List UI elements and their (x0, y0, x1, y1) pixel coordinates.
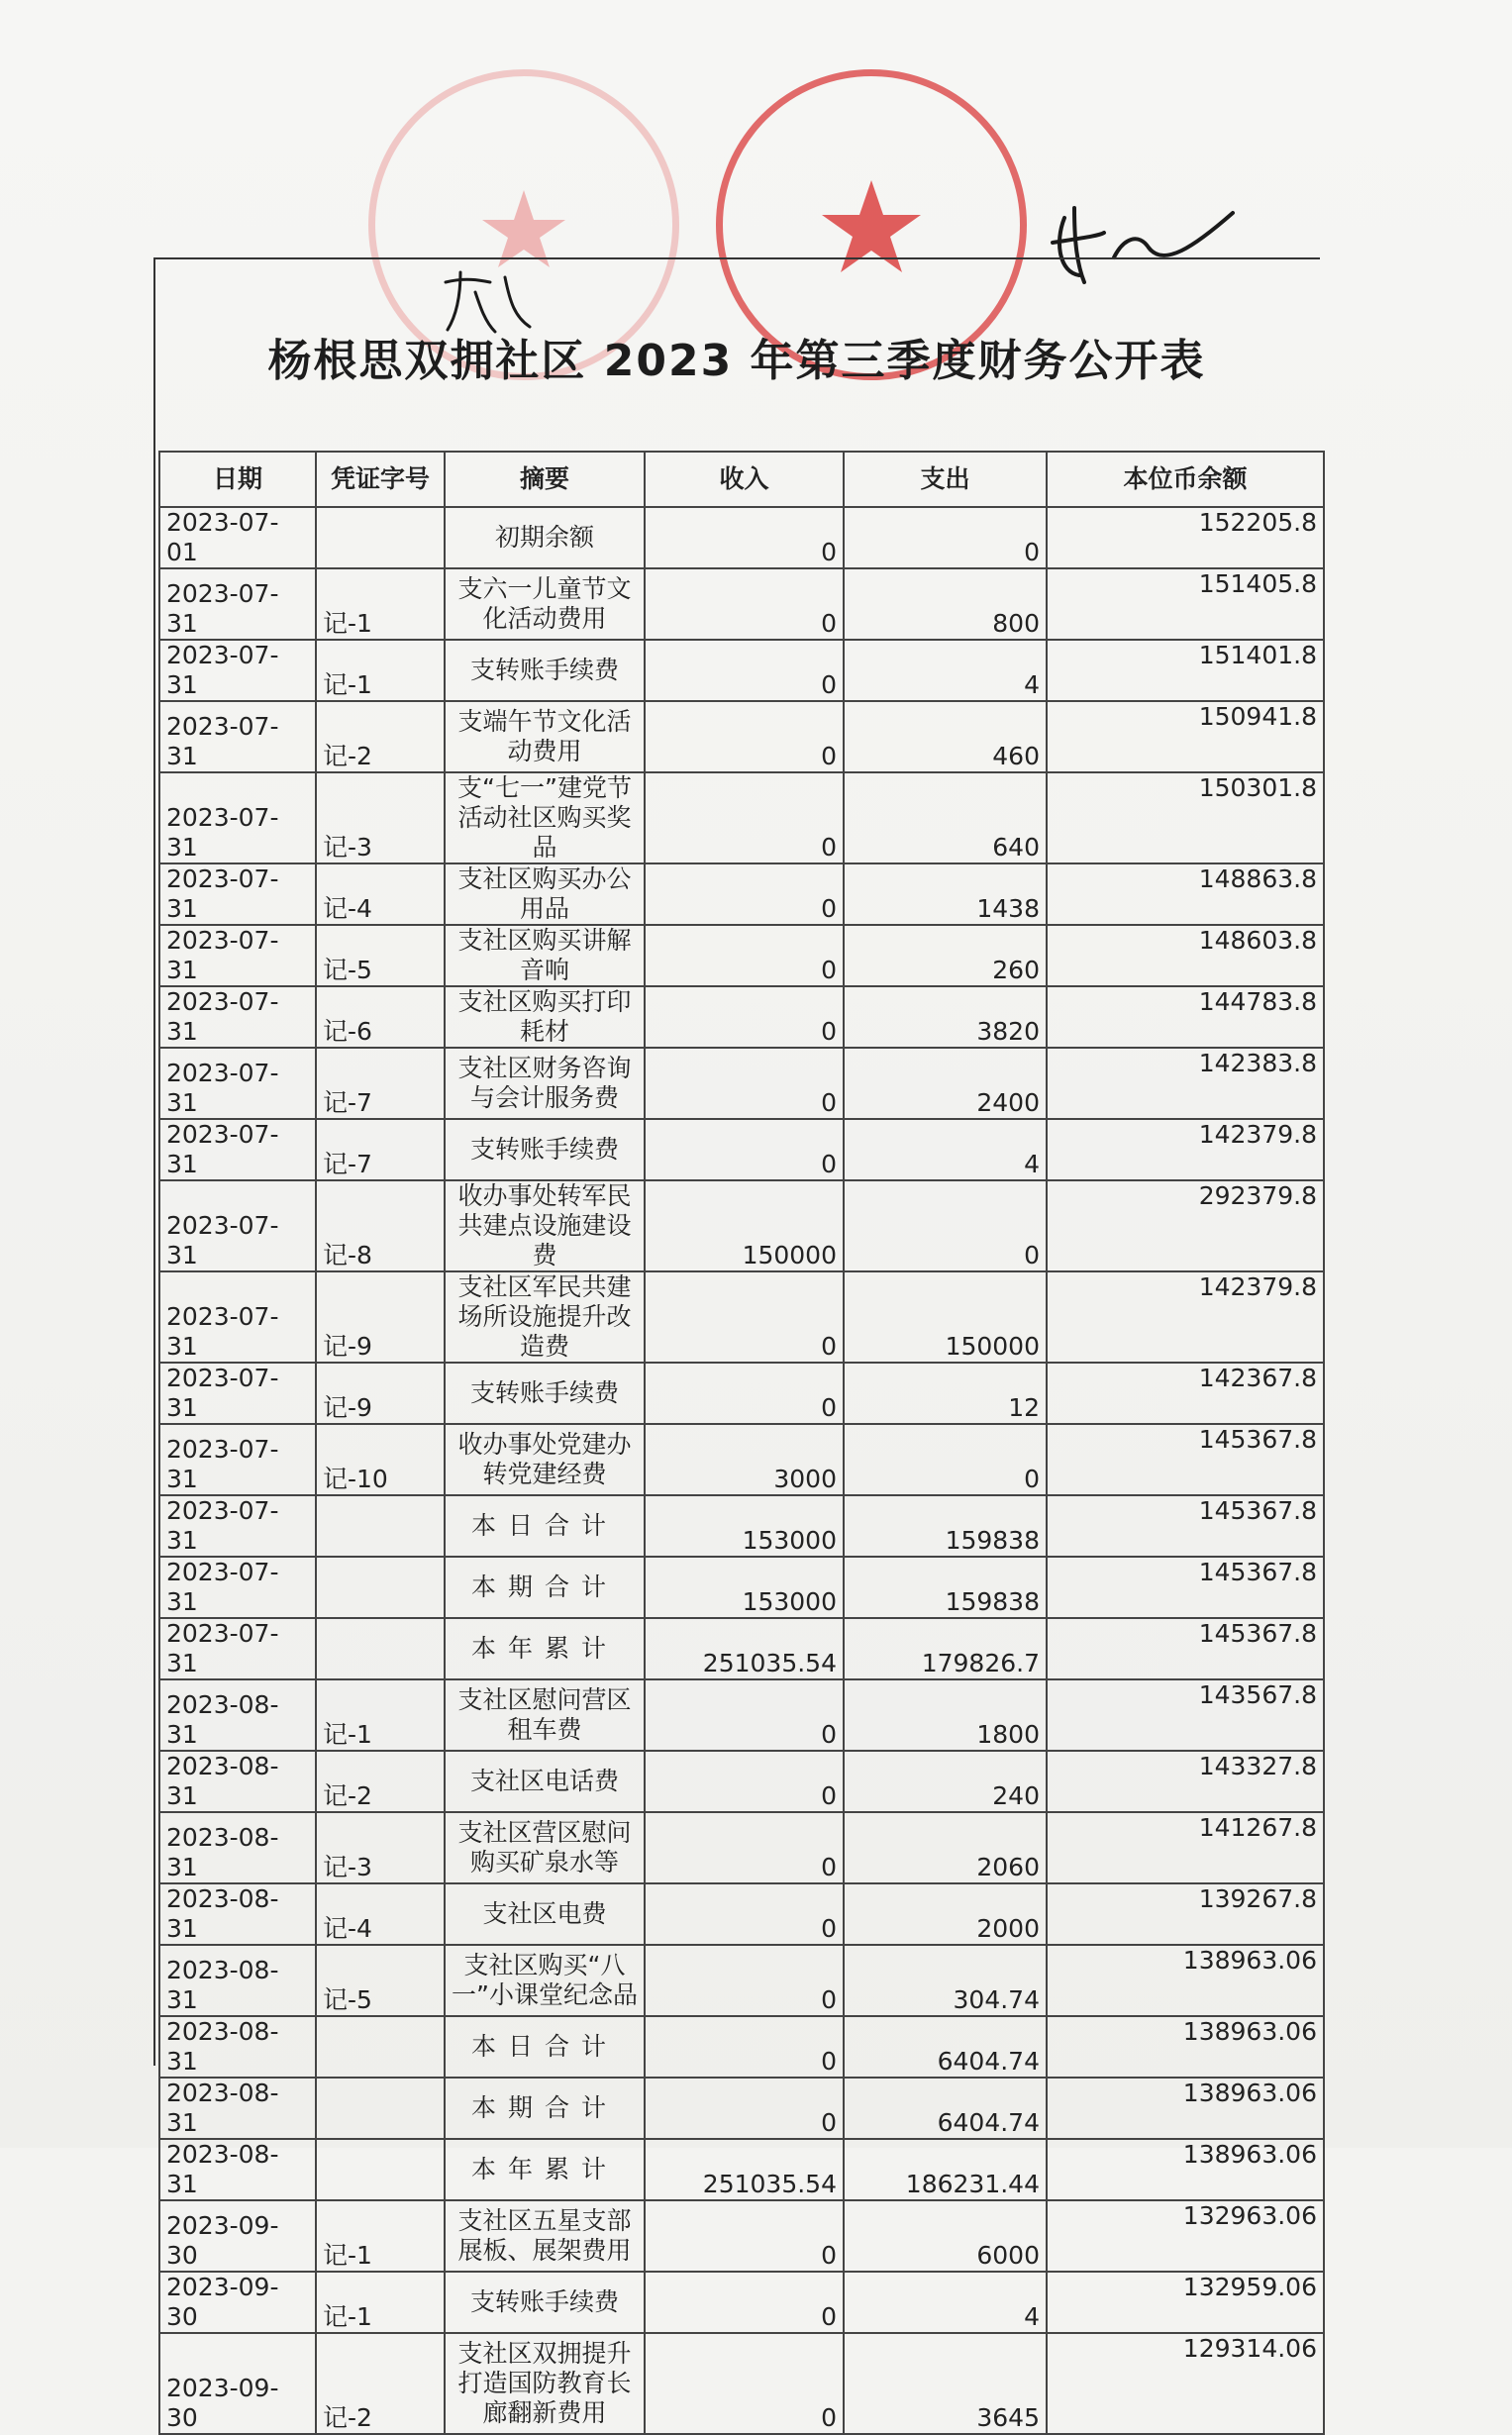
cell-expense: 0 (844, 1424, 1047, 1495)
cell-date: 2023-07-31 (159, 925, 316, 986)
header-voucher: 凭证字号 (316, 452, 445, 507)
cell-income: 0 (645, 2016, 844, 2078)
table-row (159, 1180, 1324, 1271)
cell-balance: 144783.8 (1047, 986, 1324, 1048)
table-row (159, 1495, 1324, 1557)
cell-balance: 143327.8 (1047, 1751, 1324, 1812)
table-row (159, 1363, 1324, 1424)
cell-income: 0 (645, 772, 844, 863)
cell-expense: 159838 (844, 1557, 1047, 1618)
cell-summary: 初期余额 (445, 507, 645, 568)
cell-income: 0 (645, 863, 844, 925)
cell-date: 2023-09-30 (159, 2200, 316, 2272)
cell-summary: 支“七一”建党节活动社区购买奖品 (445, 772, 645, 863)
cell-voucher: 记-1 (316, 640, 445, 701)
cell-income: 0 (645, 2078, 844, 2139)
cell-balance: 151401.8 (1047, 640, 1324, 701)
cell-date: 2023-07-31 (159, 640, 316, 701)
cell-date: 2023-09-30 (159, 2272, 316, 2333)
table-row (159, 2078, 1324, 2139)
table-row (159, 1945, 1324, 2016)
cell-income: 0 (645, 1119, 844, 1180)
table-row (159, 1618, 1324, 1679)
cell-balance: 138963.06 (1047, 1945, 1324, 2016)
cell-voucher (316, 2016, 445, 2078)
cell-summary: 支社区购买办公用品 (445, 863, 645, 925)
cell-expense: 2400 (844, 1048, 1047, 1119)
cell-expense: 12 (844, 1363, 1047, 1424)
cell-date: 2023-07-31 (159, 1048, 316, 1119)
cell-summary: 支社区购买打印耗材 (445, 986, 645, 1048)
cell-income: 0 (645, 2333, 844, 2434)
table-row (159, 1883, 1324, 1945)
cell-voucher (316, 2078, 445, 2139)
table-row (159, 507, 1324, 568)
cell-income: 0 (645, 2200, 844, 2272)
cell-voucher: 记-1 (316, 2200, 445, 2272)
cell-income: 0 (645, 1883, 844, 1945)
cell-expense: 260 (844, 925, 1047, 986)
table-row (159, 1679, 1324, 1751)
table-row (159, 2333, 1324, 2434)
cell-date: 2023-07-31 (159, 1119, 316, 1180)
cell-date: 2023-07-31 (159, 701, 316, 772)
cell-summary: 支社区财务咨询与会计服务费 (445, 1048, 645, 1119)
cell-voucher (316, 2139, 445, 2200)
cell-income: 251035.54 (645, 2139, 844, 2200)
cell-date: 2023-07-31 (159, 568, 316, 640)
cell-voucher: 记-3 (316, 772, 445, 863)
cell-summary: 支转账手续费 (445, 640, 645, 701)
cell-balance: 138963.06 (1047, 2016, 1324, 2078)
table-row (159, 2016, 1324, 2078)
cell-voucher: 记-6 (316, 986, 445, 1048)
cell-summary: 支社区购买“八一”小课堂纪念品 (445, 1945, 645, 2016)
cell-voucher: 记-1 (316, 568, 445, 640)
cell-summary: 支六一儿童节文化活动费用 (445, 568, 645, 640)
cell-date: 2023-08-31 (159, 1751, 316, 1812)
cell-voucher: 记-4 (316, 863, 445, 925)
cell-balance: 132959.06 (1047, 2272, 1324, 2333)
cell-balance: 150301.8 (1047, 772, 1324, 863)
cell-summary: 支社区双拥提升打造国防教育长廊翻新费用 (445, 2333, 645, 2434)
cell-income: 0 (645, 1271, 844, 1363)
cell-summary: 收办事处党建办转党建经费 (445, 1424, 645, 1495)
table-row (159, 1424, 1324, 1495)
cell-income: 0 (645, 1751, 844, 1812)
cell-expense: 800 (844, 568, 1047, 640)
cell-income: 0 (645, 507, 844, 568)
cell-balance: 145367.8 (1047, 1557, 1324, 1618)
cell-income: 0 (645, 986, 844, 1048)
table-row (159, 1271, 1324, 1363)
cell-voucher: 记-1 (316, 2272, 445, 2333)
cell-income: 0 (645, 640, 844, 701)
table-row (159, 772, 1324, 863)
page-title: 杨根思双拥社区 2023 年第三季度财务公开表 (267, 336, 1206, 386)
cell-date: 2023-09-30 (159, 2333, 316, 2434)
cell-voucher (316, 1495, 445, 1557)
cell-balance: 129314.06 (1047, 2333, 1324, 2434)
cell-expense: 460 (844, 701, 1047, 772)
cell-expense: 4 (844, 2272, 1047, 2333)
cell-summary: 支社区慰问营区租车费 (445, 1679, 645, 1751)
cell-date: 2023-08-31 (159, 1883, 316, 1945)
cell-expense: 6404.74 (844, 2016, 1047, 2078)
table-body (159, 507, 1324, 2434)
cell-balance: 141267.8 (1047, 1812, 1324, 1883)
cell-balance: 145367.8 (1047, 1424, 1324, 1495)
cell-income: 0 (645, 1363, 844, 1424)
cell-voucher: 记-2 (316, 2333, 445, 2434)
header-income: 收入 (645, 452, 844, 507)
cell-voucher: 记-2 (316, 701, 445, 772)
cell-voucher: 记-5 (316, 1945, 445, 2016)
cell-income: 150000 (645, 1180, 844, 1271)
cell-expense: 4 (844, 640, 1047, 701)
cell-income: 0 (645, 568, 844, 640)
cell-summary: 支转账手续费 (445, 1119, 645, 1180)
cell-balance: 142383.8 (1047, 1048, 1324, 1119)
cell-summary: 支社区电话费 (445, 1751, 645, 1812)
cell-date: 2023-07-31 (159, 986, 316, 1048)
cell-summary: 支转账手续费 (445, 2272, 645, 2333)
cell-balance: 145367.8 (1047, 1618, 1324, 1679)
cell-balance: 143567.8 (1047, 1679, 1324, 1751)
cell-date: 2023-07-31 (159, 1424, 316, 1495)
cell-summary: 收办事处转军民共建点设施建设费 (445, 1180, 645, 1271)
cell-expense: 6404.74 (844, 2078, 1047, 2139)
cell-balance: 138963.06 (1047, 2139, 1324, 2200)
cell-voucher: 记-9 (316, 1271, 445, 1363)
cell-income: 3000 (645, 1424, 844, 1495)
cell-date: 2023-07-31 (159, 1557, 316, 1618)
cell-expense: 4 (844, 1119, 1047, 1180)
table-row (159, 1557, 1324, 1618)
cell-date: 2023-07-31 (159, 1495, 316, 1557)
cell-summary: 支社区电费 (445, 1883, 645, 1945)
cell-balance: 150941.8 (1047, 701, 1324, 772)
table-row (159, 568, 1324, 640)
cell-date: 2023-08-31 (159, 1679, 316, 1751)
cell-date: 2023-07-31 (159, 1180, 316, 1271)
cell-summary: 本年累计 (445, 1618, 645, 1679)
cell-income: 0 (645, 1812, 844, 1883)
header-summary: 摘要 (445, 452, 645, 507)
cell-expense: 2000 (844, 1883, 1047, 1945)
cell-expense: 304.74 (844, 1945, 1047, 2016)
cell-date: 2023-07-31 (159, 1363, 316, 1424)
cell-date: 2023-08-31 (159, 2016, 316, 2078)
cell-balance: 148863.8 (1047, 863, 1324, 925)
cell-balance: 142367.8 (1047, 1363, 1324, 1424)
cell-expense: 240 (844, 1751, 1047, 1812)
cell-expense: 3645 (844, 2333, 1047, 2434)
cell-date: 2023-08-31 (159, 2078, 316, 2139)
table-row (159, 640, 1324, 701)
cell-summary: 支社区军民共建场所设施提升改造费 (445, 1271, 645, 1363)
cell-summary: 支社区营区慰问购买矿泉水等 (445, 1812, 645, 1883)
cell-expense: 6000 (844, 2200, 1047, 2272)
cell-balance: 145367.8 (1047, 1495, 1324, 1557)
table-row (159, 863, 1324, 925)
cell-summary: 本期合计 (445, 2078, 645, 2139)
cell-income: 0 (645, 2272, 844, 2333)
cell-expense: 150000 (844, 1271, 1047, 1363)
cell-balance: 139267.8 (1047, 1883, 1324, 1945)
table-row (159, 2200, 1324, 2272)
table-row (159, 1119, 1324, 1180)
table-row (159, 986, 1324, 1048)
cell-voucher: 记-5 (316, 925, 445, 986)
cell-summary: 本日合计 (445, 2016, 645, 2078)
table-row (159, 2139, 1324, 2200)
cell-income: 0 (645, 925, 844, 986)
cell-summary: 支端午节文化活动费用 (445, 701, 645, 772)
cell-voucher (316, 1557, 445, 1618)
table-row (159, 2272, 1324, 2333)
cell-balance: 142379.8 (1047, 1119, 1324, 1180)
cell-voucher: 记-9 (316, 1363, 445, 1424)
cell-summary: 支社区购买讲解音响 (445, 925, 645, 986)
cell-summary: 本期合计 (445, 1557, 645, 1618)
cell-expense: 1438 (844, 863, 1047, 925)
cell-balance: 151405.8 (1047, 568, 1324, 640)
cell-summary: 本日合计 (445, 1495, 645, 1557)
table-row (159, 701, 1324, 772)
cell-date: 2023-07-31 (159, 1271, 316, 1363)
table-row (159, 1048, 1324, 1119)
cell-voucher: 记-10 (316, 1424, 445, 1495)
cell-expense: 186231.44 (844, 2139, 1047, 2200)
cell-balance: 142379.8 (1047, 1271, 1324, 1363)
cell-voucher (316, 1618, 445, 1679)
cell-expense: 640 (844, 772, 1047, 863)
cell-voucher: 记-8 (316, 1180, 445, 1271)
cell-date: 2023-08-31 (159, 1812, 316, 1883)
table-row (159, 1812, 1324, 1883)
cell-date: 2023-07-31 (159, 863, 316, 925)
cell-income: 153000 (645, 1495, 844, 1557)
cell-voucher (316, 507, 445, 568)
cell-summary: 本年累计 (445, 2139, 645, 2200)
cell-income: 0 (645, 701, 844, 772)
cell-voucher: 记-3 (316, 1812, 445, 1883)
cell-balance: 152205.8 (1047, 507, 1324, 568)
header-balance: 本位币余额 (1047, 452, 1324, 507)
cell-balance: 138963.06 (1047, 2078, 1324, 2139)
cell-summary: 支转账手续费 (445, 1363, 645, 1424)
table-header-row (159, 452, 1324, 507)
table-row (159, 1751, 1324, 1812)
cell-balance: 132963.06 (1047, 2200, 1324, 2272)
cell-income: 153000 (645, 1557, 844, 1618)
cell-income: 0 (645, 1945, 844, 2016)
cell-voucher: 记-7 (316, 1119, 445, 1180)
cell-expense: 159838 (844, 1495, 1047, 1557)
cell-date: 2023-07-01 (159, 507, 316, 568)
cell-expense: 3820 (844, 986, 1047, 1048)
cell-expense: 1800 (844, 1679, 1047, 1751)
header-date: 日期 (159, 452, 316, 507)
cell-expense: 2060 (844, 1812, 1047, 1883)
cell-date: 2023-08-31 (159, 2139, 316, 2200)
cell-summary: 支社区五星支部展板、展架费用 (445, 2200, 645, 2272)
finance-ledger-table (158, 451, 1325, 2435)
cell-expense: 179826.7 (844, 1618, 1047, 1679)
cell-balance: 292379.8 (1047, 1180, 1324, 1271)
cell-date: 2023-07-31 (159, 772, 316, 863)
cell-date: 2023-08-31 (159, 1945, 316, 2016)
cell-voucher: 记-2 (316, 1751, 445, 1812)
cell-income: 0 (645, 1048, 844, 1119)
cell-expense: 0 (844, 1180, 1047, 1271)
cell-voucher: 记-4 (316, 1883, 445, 1945)
cell-expense: 0 (844, 507, 1047, 568)
table-row (159, 925, 1324, 986)
cell-voucher: 记-1 (316, 1679, 445, 1751)
cell-date: 2023-07-31 (159, 1618, 316, 1679)
cell-balance: 148603.8 (1047, 925, 1324, 986)
cell-income: 0 (645, 1679, 844, 1751)
header-expense: 支出 (844, 452, 1047, 507)
cell-income: 251035.54 (645, 1618, 844, 1679)
cell-voucher: 记-7 (316, 1048, 445, 1119)
